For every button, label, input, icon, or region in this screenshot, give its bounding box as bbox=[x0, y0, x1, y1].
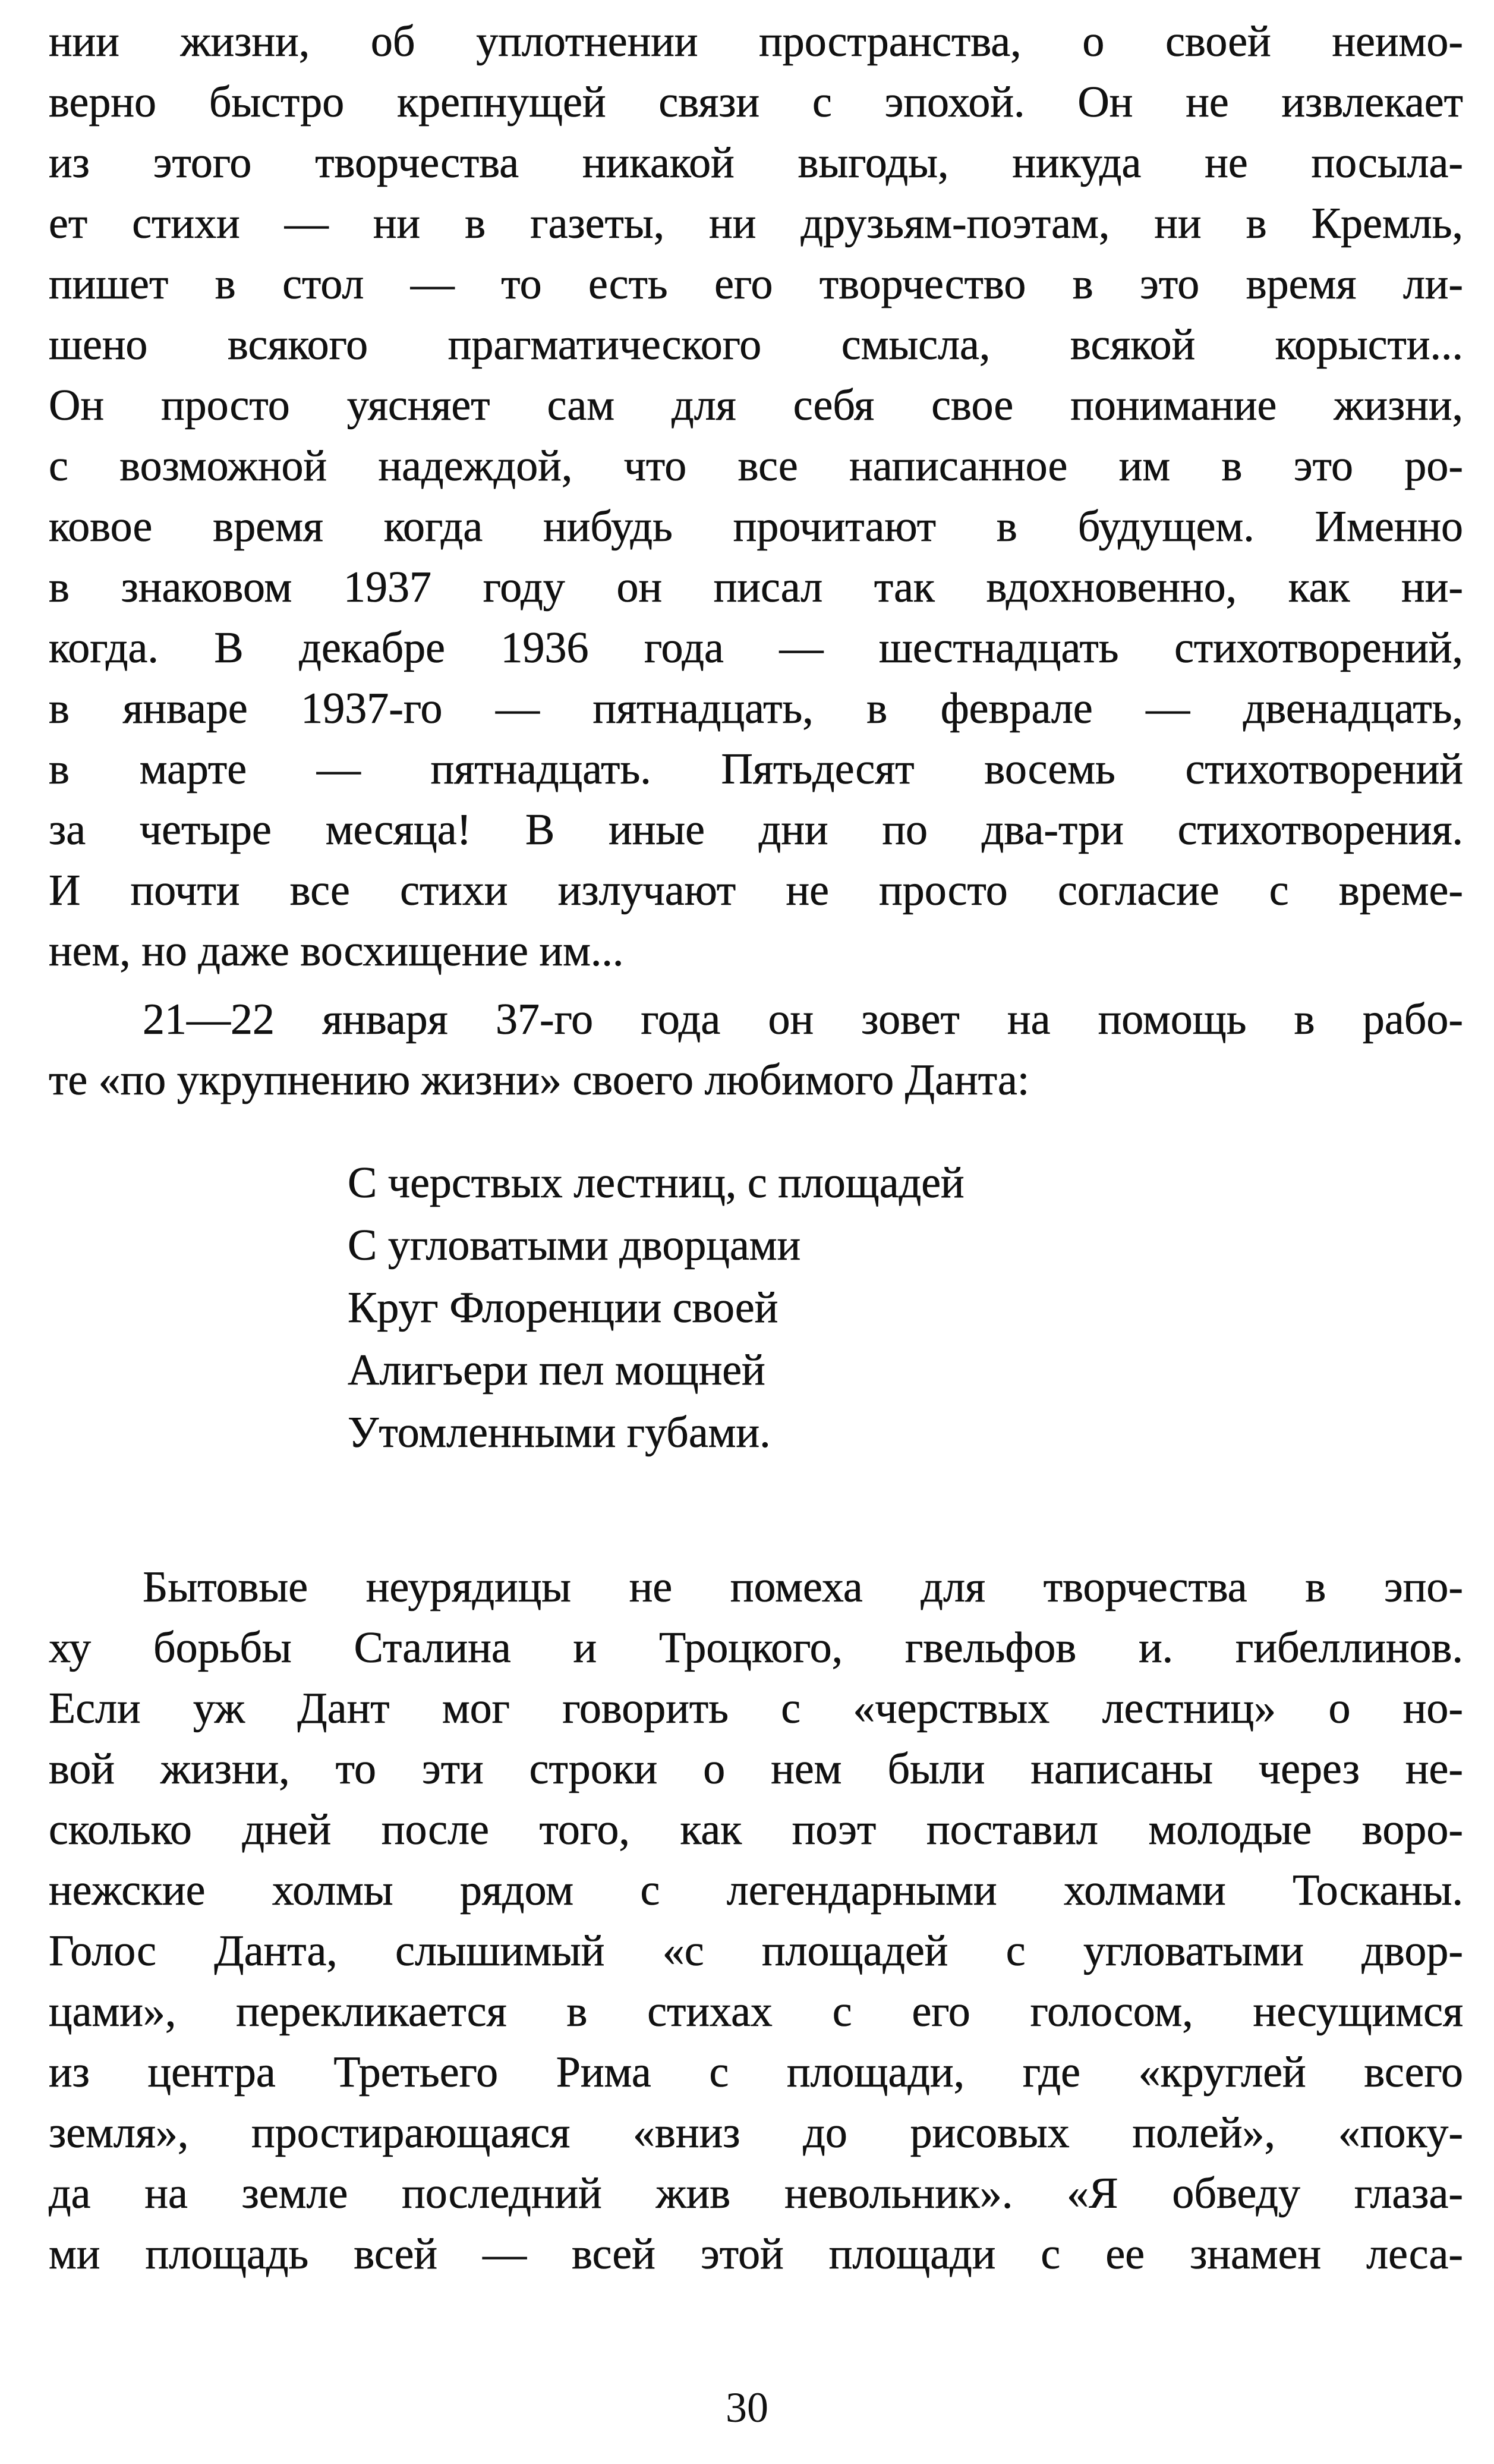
text-line: в знаковом 1937 году он писал так вдохновенно, как ни- bbox=[49, 563, 1463, 612]
text-line: из этого творчества никакой выгоды, никуда не посыла- bbox=[49, 139, 1463, 187]
text-line: Он просто уясняет сам для себя свое понимание жизни, bbox=[49, 381, 1463, 430]
poem-line: С черствых лестниц, с площадей bbox=[348, 1159, 965, 1207]
text-line: нежские холмы рядом с легендарными холмами Тосканы. bbox=[49, 1866, 1463, 1915]
text-line: ет стихи — ни в газеты, ни друзьям-поэтам, ни в Кремль, bbox=[49, 199, 1463, 248]
text-line: Голос Данта, слышимый «с площадей с угловатыми двор- bbox=[49, 1927, 1463, 1975]
text-line: Если уж Дант мог говорить с «черствых лестниц» о но- bbox=[49, 1684, 1463, 1733]
poem-line: Утомленными губами. bbox=[348, 1408, 771, 1457]
poem-line: Алигьери пел мощней bbox=[348, 1346, 765, 1395]
text-line: вой жизни, то эти строки о нем были написаны через не- bbox=[49, 1745, 1463, 1793]
text-line: да на земле последний жив невольник». «Я обведу глаза- bbox=[49, 2169, 1463, 2218]
text-line: нем, но даже восхищение им... bbox=[49, 927, 624, 975]
text-line: 21—22 января 37-го года он зовет на помощь в рабо- bbox=[143, 995, 1463, 1044]
text-line: верно быстро крепнущей связи с эпохой. Он не извлекает bbox=[49, 78, 1463, 127]
text-line: ху борьбы Сталина и Троцкого, гвельфов и. гибеллинов. bbox=[49, 1623, 1463, 1672]
poem-line: С угловатыми дворцами bbox=[348, 1221, 801, 1270]
text-line: когда. В декабре 1936 года — шестнадцать стихотворений, bbox=[49, 624, 1463, 672]
text-line: те «по укрупнению жизни» своего любимого Данта: bbox=[49, 1056, 1030, 1104]
text-line: цами», перекликается в стихах с его голосом, несущимся bbox=[49, 1987, 1463, 2036]
text-line: ковое время когда нибудь прочитают в будущем. Именно bbox=[49, 502, 1463, 551]
text-line: ми площадь всей — всей этой площади с ее знамен леса- bbox=[49, 2230, 1463, 2279]
poem-line: Круг Флоренции своей bbox=[348, 1283, 778, 1332]
text-line: пишет в стол — то есть его творчество в это время ли- bbox=[49, 260, 1463, 309]
text-line: Бытовые неурядицы не помеха для творчества в эпо- bbox=[143, 1563, 1463, 1612]
text-line: в марте — пятнадцать. Пятьдесят восемь стихотворений bbox=[49, 745, 1463, 794]
text-line: нии жизни, об уплотнении пространства, о своей неимо- bbox=[49, 17, 1463, 66]
text-line: сколько дней после того, как поэт поставил молодые воро- bbox=[49, 1805, 1463, 1854]
text-line: И почти все стихи излучают не просто согласие с време- bbox=[49, 866, 1463, 915]
text-line: с возможной надеждой, что все написанное им в это ро- bbox=[49, 442, 1463, 490]
text-line: земля», простирающаяся «вниз до рисовых полей», «поку- bbox=[49, 2109, 1463, 2157]
text-line: шено всякого прагматического смысла, всякой корысти... bbox=[49, 320, 1463, 369]
text-line: из центра Третьего Рима с площади, где «круглей всего bbox=[49, 2048, 1463, 2097]
text-line: в январе 1937-го — пятнадцать, в феврале — двенадцать, bbox=[49, 684, 1463, 733]
page-number: 30 bbox=[726, 2384, 768, 2431]
text-line: за четыре месяца! В иные дни по два-три стихотворения. bbox=[49, 805, 1463, 854]
